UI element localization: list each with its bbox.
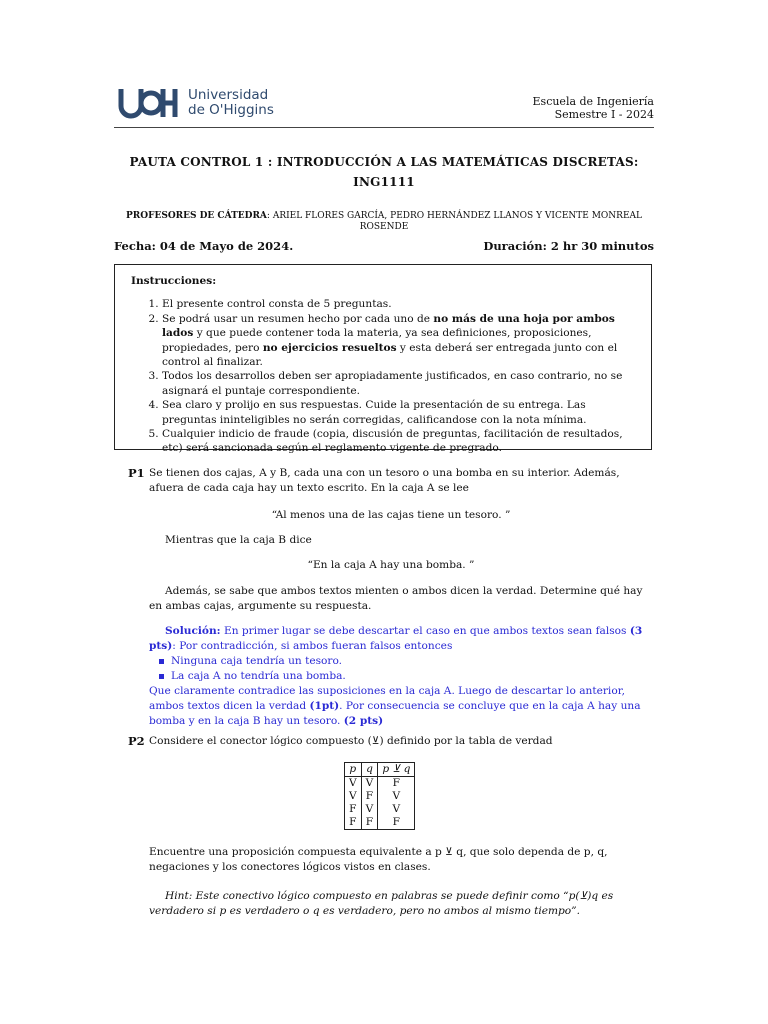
quote-box-b: “En la caja A hay una bomba. ” [307, 559, 475, 571]
table-row [345, 790, 415, 803]
table-row [345, 777, 415, 791]
problem-2-question: Encuentre una proposición compuesta equivalente a p ⊻ q, que solo dependa de p, q, negaciones y los conectores lógicos vistos en clases. [149, 846, 608, 873]
instruction-item: 3. Todos los desarrollos deben ser apropiadamente justificados, en caso contrario, no se asignará el puntaje correspondiente. [162, 369, 637, 398]
logo-line1: Universidad [188, 87, 269, 103]
instructions-list [131, 297, 637, 455]
university-logo [118, 86, 274, 120]
table-cell: V [378, 790, 415, 803]
quote-box-a: “Al menos una de las cajas tiene un tesoro. ” [271, 509, 511, 521]
problem-mid-text: Mientras que la caja B dice [165, 534, 312, 546]
problem-text: Se tienen dos cajas, A y B, cada una con un tesoro o una bomba en su interior. Además, afuera de cada caja hay un texto escrito. En la caja A se lee [149, 467, 620, 494]
instructions-heading: Instrucciones: [131, 275, 217, 287]
table-cell: V [345, 790, 362, 803]
instruction-item: 5. Cualquier indicio de fraude (copia, discusión de preguntas, facilitación de resultados, etc) será sancionada según el reglamento vigente de pregrado. [162, 427, 637, 456]
document-title [114, 152, 654, 192]
exam-date: Fecha: 04 de Mayo de 2024. [114, 239, 294, 253]
bullet-item: Ninguna caja tendría un tesoro. [149, 654, 655, 669]
table-cell: F [378, 816, 415, 830]
table-cell: V [361, 803, 378, 816]
professors-label: PROFESORES DE CÁTEDRA [125, 211, 267, 221]
table-header-cell: q [361, 763, 378, 777]
table-row [345, 816, 415, 830]
instruction-item: 1. El presente control consta de 5 preguntas. [162, 297, 637, 311]
solution-p1 [149, 624, 655, 729]
solution-intro: Solución: En primer lugar se debe descartar el caso en que ambos textos sean falsos (3 pts): Por contradicción, si ambos fueran falsos entonces [149, 625, 643, 652]
title-line2: ING1111 [353, 175, 415, 189]
professors-names: : ARIEL FLORES GARCÍA, PEDRO HERNÁNDEZ LLANOS Y VICENTE MONREAL ROSENDE [266, 211, 642, 232]
problem-end-text: Además, se sabe que ambos textos mienten o ambos dicen la verdad. Determine qué hay en ambas cajas, argumente su respuesta. [149, 585, 643, 612]
problem-label: P1 [128, 466, 145, 480]
solution-conclusion: Que claramente contradice las suposiciones en la caja A. Luego de descartar lo anterior, ambos textos dicen la verdad (1pt). Por consecuencia se concluye que en la caja A hay una bomba y en la caja B hay un tesoro. (2 pts) [149, 685, 641, 727]
table-cell: F [345, 816, 362, 830]
instructions-box [114, 264, 652, 455]
school-name: Escuela de Ingeniería [532, 95, 654, 108]
truth-table-wrap [344, 762, 415, 830]
school-info [533, 95, 654, 121]
table-cell: F [378, 777, 415, 791]
problem-2-hint: Hint: Este conectivo lógico compuesto en palabras se puede definir como “p(⊻)q es verdadero si p es verdadero o q es verdadero, pero no ambos al mismo tiempo”. [149, 890, 614, 917]
table-cell: V [378, 803, 415, 816]
logo-line2: de O'Higgins [188, 102, 274, 118]
truth-table [344, 762, 415, 830]
table-cell: V [345, 777, 362, 791]
table-cell: F [345, 803, 362, 816]
header-divider [114, 127, 654, 128]
title-line1: PAUTA CONTROL 1 : INTRODUCCIÓN A LAS MATEMÁTICAS DISCRETAS: [129, 155, 639, 169]
solution-bullets [149, 654, 655, 684]
instruction-item: 2. Se podrá usar un resumen hecho por cada uno de no más de una hoja por ambos lados y que puede contener toda la materia, ya sea definiciones, proposiciones, propiedades, pero no ejercicios resueltos y esta deberá ser entregada junto con el control al finalizar. [162, 312, 637, 370]
problem-1 [128, 466, 654, 496]
uoh-logo-icon [118, 86, 178, 120]
exam-duration: Duración: 2 hr 30 minutos [483, 239, 654, 253]
bullet-item: La caja A no tendría una bomba. [149, 669, 655, 684]
table-cell: V [361, 777, 378, 791]
instruction-item: 4. Sea claro y prolijo en sus respuestas. Cuide la presentación de su entrega. Las preguntas ininteligibles no serán corregidas, calificandose con la nota mínima. [162, 398, 637, 427]
table-cell: F [361, 816, 378, 830]
logo-text [188, 88, 274, 118]
problem-label: P2 [128, 734, 145, 748]
table-header-cell: p [345, 763, 362, 777]
table-cell: F [361, 790, 378, 803]
problem-text: Considere el conector lógico compuesto (⊻) definido por la tabla de verdad [149, 735, 553, 747]
problem-2 [128, 734, 654, 749]
table-header-row [345, 763, 415, 777]
table-header-cell: p ⊻ q [378, 763, 415, 777]
semester: Semestre I - 2024 [554, 108, 654, 121]
table-row [345, 803, 415, 816]
professors [124, 211, 644, 232]
